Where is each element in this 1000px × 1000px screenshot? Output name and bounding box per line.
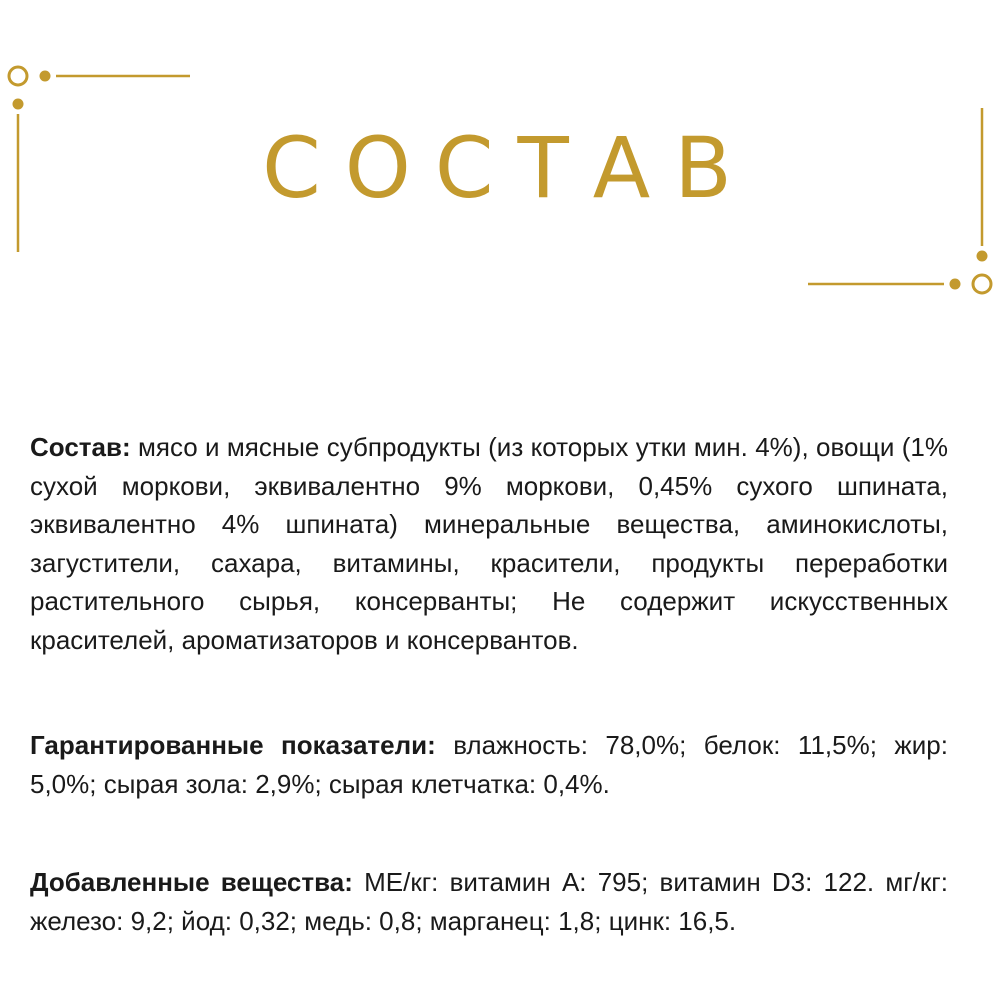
dot-ornament-icon [40,71,51,82]
ring-ornament-icon [9,67,27,85]
page-title: СОСТАВ [262,119,756,217]
composition-text: мясо и мясные субпродукты (из которых утки мин. 4%), овощи (1% сухой моркови, эквивалентно 9% моркови, 0,45% сухого шпината, эквивалентно 4% шпината) минеральные вещества, аминокислоты, загустители, сахара, витамины, красители, продукты переработки растительного сырья, консерванты; Не содержит искусственных красителей, ароматизаторов и консервантов. [30,432,948,655]
additives-text: МЕ/кг: витамин А: 795; витамин D3: 122. мг/кг: железо: 9,2; йод: 0,32; медь: 0,8; марганец: 1,8; цинк: 16,5. [30,867,948,936]
composition-label: Состав: [30,432,131,462]
dot-ornament-icon [977,251,988,262]
additives-paragraph [30,863,948,940]
additives-label: Добавленные вещества: [30,867,353,897]
guaranteed-label: Гарантированные показатели: [30,730,436,760]
ring-ornament-icon [973,275,991,293]
guaranteed-paragraph [30,726,948,803]
composition-paragraph [30,428,948,659]
dot-ornament-icon [13,99,24,110]
guaranteed-text: влажность: 78,0%; белок: 11,5%; жир: 5,0%; сырая зола: 2,9%; сырая клетчатка: 0,4%. [30,730,948,799]
dot-ornament-icon [950,279,961,290]
